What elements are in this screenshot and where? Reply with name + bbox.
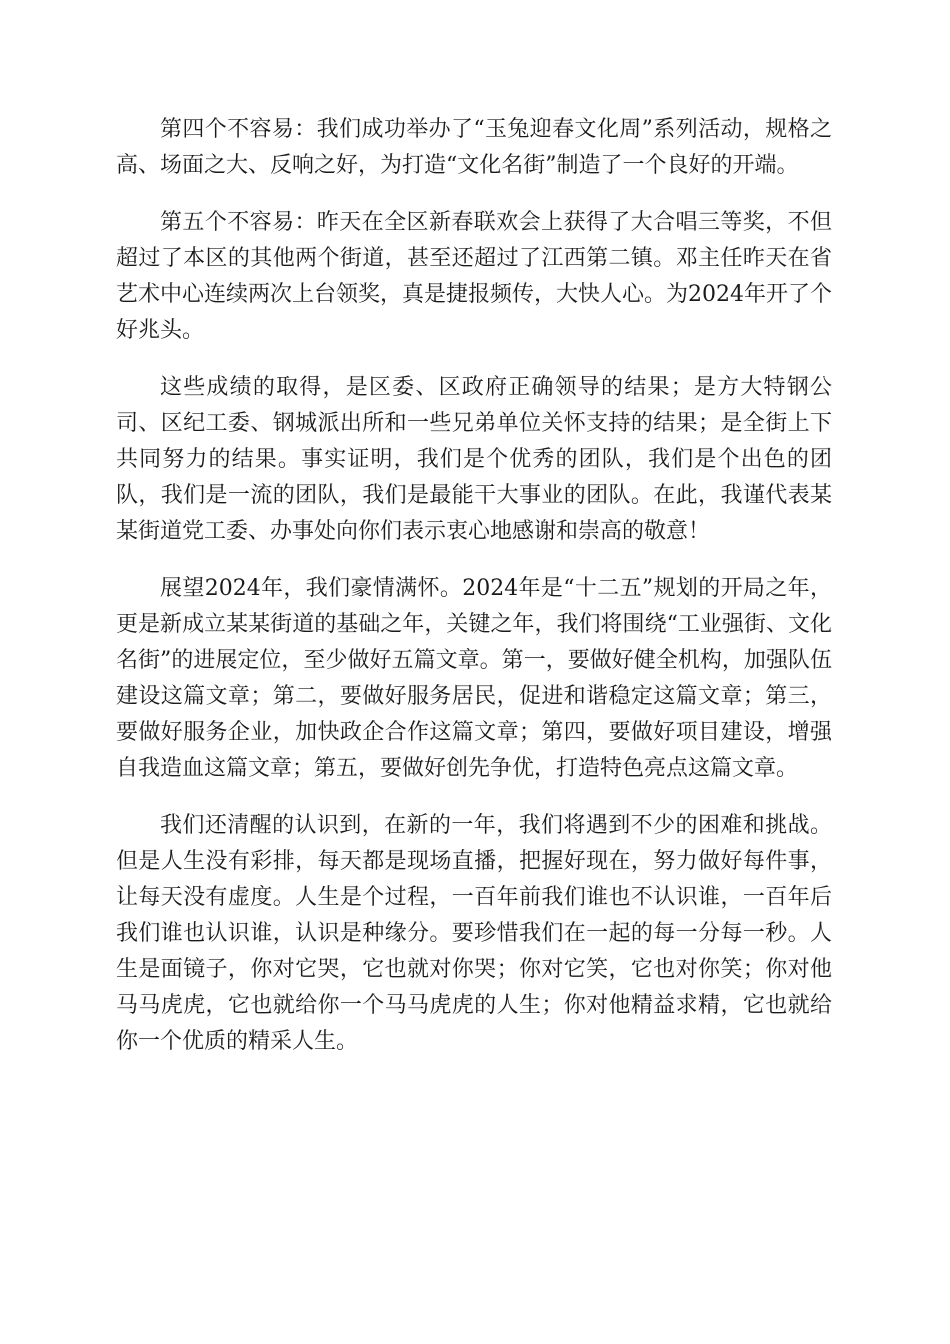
paragraph: 展望2024年，我们豪情满怀。2024年是“十二五”规划的开局之年，更是新成立某某街道的基础之年，关键之年，我们将围绕“工业强街、文化名街”的进展定位，至少做好五篇文章。第一，要做好健全机构，加强队伍建设这篇文章；第二，要做好服务居民，促进和谐稳定这篇文章；第三，要做好服务企业，加快政企合作这篇文章；第四，要做好项目建设，增强自我造血这篇文章；第五，要做好创先争优，打造特色亮点这篇文章。 — [116, 576, 832, 781]
paragraph: 第五个不容易：昨天在全区新春联欢会上获得了大合唱三等奖，不但超过了本区的其他两个街道，甚至还超过了江西第二镇。邓主任昨天在省艺术中心连续两次上台领奖，真是捷报频传，大快人心。为2024年开了个好兆头。 — [116, 210, 832, 343]
paragraph: 我们还清醒的认识到，在新的一年，我们将遇到不少的困难和挑战。但是人生没有彩排，每天都是现场直播，把握好现在，努力做好每件事，让每天没有虚度。人生是个过程，一百年前我们谁也不认识谁，一百年后我们谁也认识谁，认识是种缘分。要珍惜我们在一起的每一分每一秒。人生是面镜子，你对它哭，它也就对你哭；你对它笑，它也对你笑；你对他马马虎虎，它也就给你一个马马虎虎的人生；你对他精益求精，它也就给你一个优质的精采人生。 — [116, 813, 832, 1054]
paragraph: 这些成绩的取得，是区委、区政府正确领导的结果；是方大特钢公司、区纪工委、钢城派出所和一些兄弟单位关怀支持的结果；是全街上下共同努力的结果。事实证明，我们是个优秀的团队，我们是个出色的团队，我们是一流的团队，我们是最能干大事业的团队。在此，我谨代表某某街道党工委、办事处向你们表示衷心地感谢和崇高的敬意！ — [116, 375, 832, 544]
document-body — [116, 112, 832, 1081]
paragraph: 第四个不容易：我们成功举办了“玉兔迎春文化周”系列活动，规格之高、场面之大、反响之好，为打造“文化名街”制造了一个良好的开端。 — [116, 117, 832, 178]
